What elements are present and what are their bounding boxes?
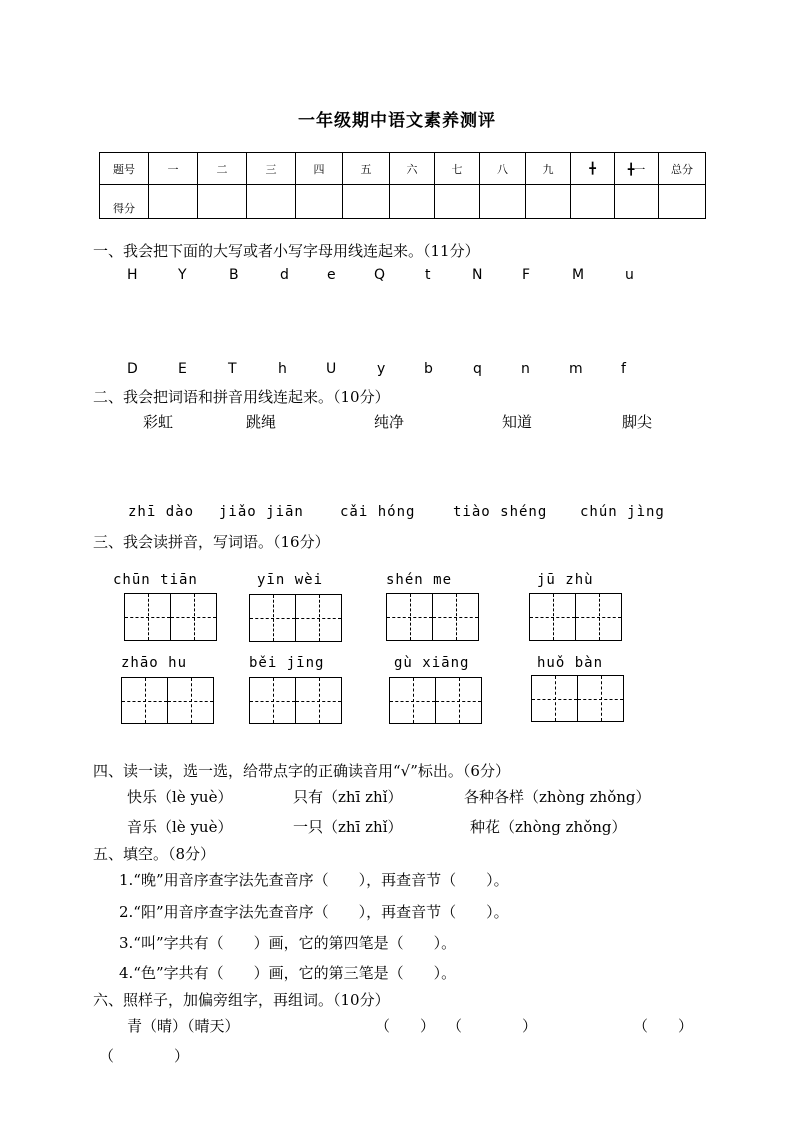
pinyin-prompt: shén me: [386, 572, 453, 588]
pinyin-prompt: huǒ bàn: [537, 655, 604, 671]
writing-grid[interactable]: [249, 677, 342, 724]
letter-bottom: n: [521, 361, 530, 377]
letter-bottom: h: [278, 361, 287, 377]
blank-radical[interactable]: （ ）: [375, 1017, 436, 1035]
score-cell[interactable]: [198, 185, 247, 219]
score-row-label: 得分: [100, 185, 149, 219]
pinyin-prompt: yīn wèi: [257, 572, 324, 588]
score-header-cell: ╋: [571, 153, 615, 185]
score-cell[interactable]: [615, 185, 659, 219]
score-header-cell: 一: [149, 153, 198, 185]
pinyin-prompt: zhāo hu: [121, 655, 188, 671]
score-cell[interactable]: [296, 185, 343, 219]
pinyin-item: jiǎo jiān: [219, 504, 304, 520]
choice-item[interactable]: 一只（zhī zhǐ）: [293, 818, 403, 836]
fill-item[interactable]: 4.“色”字共有（ ）画，它的第三笔是（ ）。: [119, 964, 457, 982]
letter-bottom: U: [326, 361, 337, 377]
score-header-cell: 五: [343, 153, 390, 185]
letter-bottom: f: [621, 361, 626, 377]
letter-bottom: E: [178, 361, 187, 377]
score-cell[interactable]: [526, 185, 571, 219]
word-item: 知道: [502, 413, 533, 431]
choice-item[interactable]: 只有（zhī zhǐ）: [293, 788, 403, 806]
score-value-row: [100, 185, 706, 219]
score-table: [99, 152, 706, 219]
fill-item[interactable]: 1.“晚”用音序查字法先查音序（ ），再查音节（ ）。: [119, 871, 509, 889]
score-header-cell: 八: [480, 153, 526, 185]
writing-grid[interactable]: [386, 593, 479, 641]
letter-bottom: y: [377, 361, 386, 377]
letter-bottom: T: [228, 361, 237, 377]
writing-grid[interactable]: [389, 677, 482, 724]
pinyin-prompt: chūn tiān: [113, 572, 198, 588]
letter-top: H: [127, 267, 138, 283]
letter-top: Q: [374, 267, 386, 283]
blank-radical[interactable]: （ ）: [633, 1017, 694, 1035]
word-item: 纯净: [374, 413, 405, 431]
pinyin-prompt: jū zhù: [537, 572, 594, 588]
pinyin-prompt: gù xiāng: [394, 655, 470, 671]
letter-top: e: [327, 267, 336, 283]
word-item: 彩虹: [143, 413, 174, 431]
section-3-heading: 三、我会读拼音，写词语。（16分）: [93, 533, 330, 551]
score-header-cell: 六: [390, 153, 435, 185]
page-title: 一年级期中语文素养测评: [298, 111, 496, 131]
section-6-heading: 六、照样子，加偏旁组字，再组词。（10分）: [93, 991, 390, 1009]
score-header-cell: ╋一: [615, 153, 659, 185]
fill-item[interactable]: 2.“阳”用音序查字法先查音序（ ），再查音节（ ）。: [119, 903, 509, 921]
section-2-heading: 二、我会把词语和拼音用线连起来。（10分）: [93, 388, 390, 406]
choice-item[interactable]: 快乐（lè yuè）: [127, 788, 233, 806]
score-cell[interactable]: [659, 185, 706, 219]
score-header-row: [100, 153, 706, 185]
letter-bottom: b: [424, 361, 433, 377]
choice-item[interactable]: 种花（zhòng zhǒng）: [470, 818, 627, 836]
choice-item[interactable]: 音乐（lè yuè）: [127, 818, 233, 836]
score-header-cell: 四: [296, 153, 343, 185]
score-cell[interactable]: [571, 185, 615, 219]
pinyin-item: tiào shéng: [453, 504, 548, 520]
letter-top: M: [572, 267, 585, 283]
writing-grid[interactable]: [531, 675, 624, 722]
score-header-cell: 三: [247, 153, 296, 185]
writing-grid[interactable]: [121, 677, 214, 724]
example-item: 青（晴）（晴天）: [127, 1017, 240, 1035]
section-1-heading: 一、我会把下面的大写或者小写字母用线连起来。（11分）: [93, 242, 480, 260]
score-header-cell: 七: [435, 153, 480, 185]
letter-top: d: [280, 267, 289, 283]
letter-top: t: [425, 267, 431, 283]
letter-top: Y: [178, 267, 187, 283]
letter-top: u: [625, 267, 634, 283]
writing-grid[interactable]: [124, 593, 217, 641]
letter-bottom: D: [127, 361, 138, 377]
writing-grid[interactable]: [529, 593, 622, 641]
score-cell[interactable]: [480, 185, 526, 219]
score-header-cell: 题号: [100, 153, 149, 185]
score-header-cell: 九: [526, 153, 571, 185]
letter-top: B: [229, 267, 239, 283]
writing-grid[interactable]: [249, 594, 342, 642]
score-cell[interactable]: [435, 185, 480, 219]
score-cell[interactable]: [149, 185, 198, 219]
section-4-heading: 四、读一读，选一选，给带点字的正确读音用“√”标出。（6分）: [93, 762, 510, 780]
section-5-heading: 五、填空。（8分）: [93, 845, 216, 863]
score-header-cell: 二: [198, 153, 247, 185]
blank-word[interactable]: （ ）: [99, 1047, 190, 1065]
fill-item[interactable]: 3.“叫”字共有（ ）画，它的第四笔是（ ）。: [119, 934, 457, 952]
letter-bottom: q: [473, 361, 482, 377]
pinyin-item: zhī dào: [128, 504, 195, 520]
letter-top: F: [522, 267, 531, 283]
pinyin-item: chún jìng: [580, 504, 665, 520]
blank-word[interactable]: （ ）: [447, 1017, 538, 1035]
letter-top: N: [472, 267, 483, 283]
word-item: 跳绳: [246, 413, 277, 431]
score-cell[interactable]: [343, 185, 390, 219]
score-cell[interactable]: [247, 185, 296, 219]
letter-bottom: m: [569, 361, 583, 377]
pinyin-prompt: běi jīng: [249, 655, 325, 671]
choice-item[interactable]: 各种各样（zhòng zhǒng）: [464, 788, 651, 806]
word-item: 脚尖: [622, 413, 653, 431]
score-header-cell: 总分: [659, 153, 706, 185]
pinyin-item: cǎi hóng: [340, 504, 416, 520]
score-cell[interactable]: [390, 185, 435, 219]
